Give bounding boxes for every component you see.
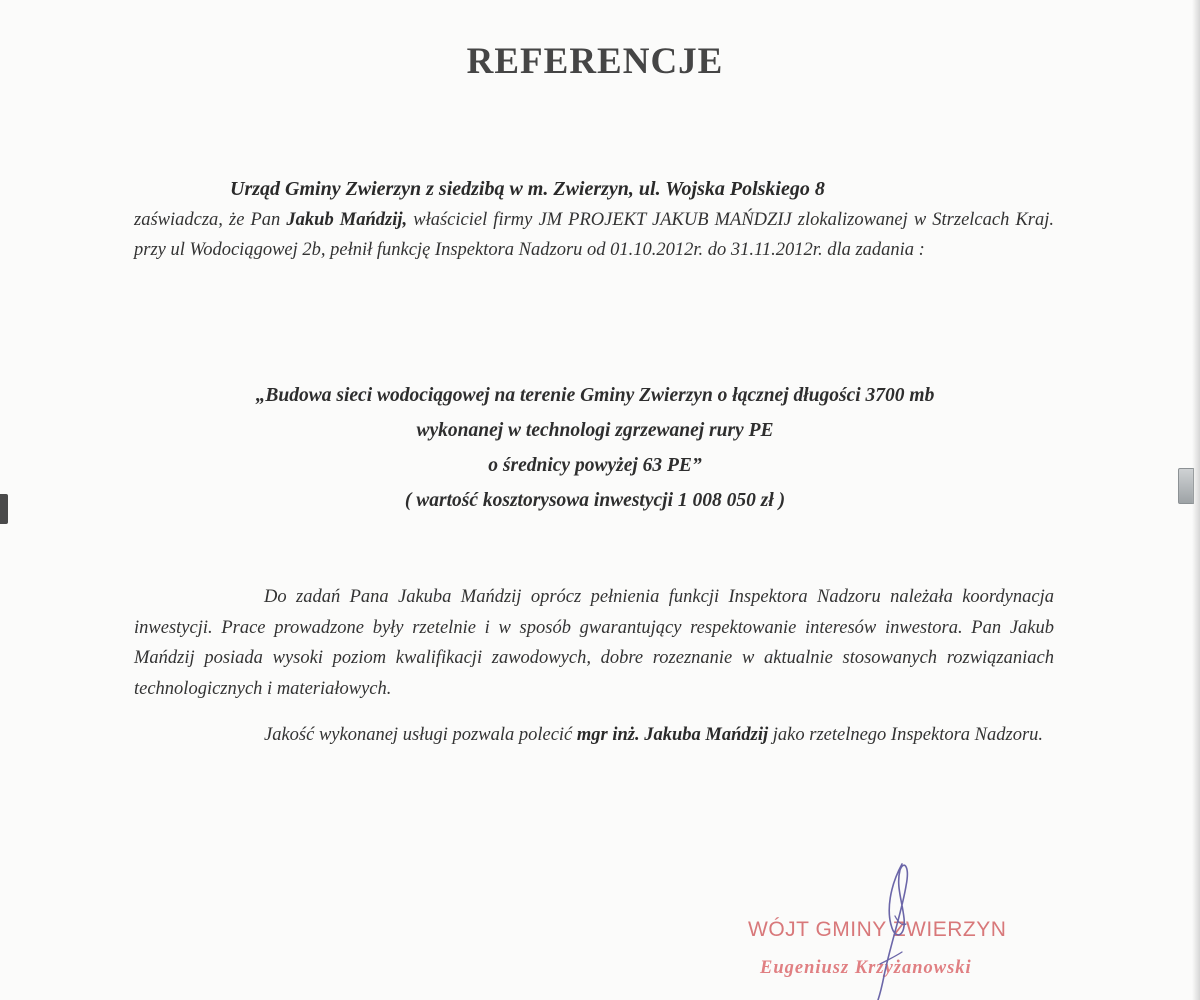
issuer-line: Urząd Gminy Zwierzyn z siedzibą w m. Zwierzyn, ul. Wojska Polskiego 8 xyxy=(230,178,825,200)
task-line-1: „Budowa sieci wodociągowej na terenie Gminy Zwierzyn o łącznej długości 3700 mb xyxy=(255,385,935,406)
stamp-office: WÓJT GMINY ZWIERZYN xyxy=(748,918,1007,941)
certifies-text: zaświadcza, że Pan xyxy=(134,209,281,230)
document-title: REFERENCJE xyxy=(466,41,724,82)
body-text xyxy=(134,582,1054,751)
stamp-name: Eugeniusz Krzyżanowski xyxy=(760,958,972,978)
person-name: Jakub Mańdzij, xyxy=(286,209,408,230)
recommended-person: mgr inż. Jakuba Mańdzij xyxy=(576,725,769,745)
task-line-3: o średnicy powyżej 63 PE” xyxy=(488,455,702,476)
intro-rest: właściciel firmy JM PROJEKT JAKUB MAŃDZIJ zlokalizowanej w Strzelcach Kraj. przy ul Wodociągowej 2b, pełnił funkcję Inspektora Nadzoru od 01.10.2012r. do 31.11.2012r. dla zadania : xyxy=(134,209,1054,260)
intro-paragraph xyxy=(134,174,1054,266)
signature xyxy=(840,856,950,1000)
task-line-4: ( wartość kosztorysowa inwestycji 1 008 050 zł ) xyxy=(404,490,786,511)
recommendation-paragraph: Jakość wykonanej usługi pozwala polecić mgr inż. Jakuba Mańdzij jako rzetelnego Inspektora Nadzoru. xyxy=(264,725,1044,745)
task-description xyxy=(0,378,1190,518)
duties-paragraph: Do zadań Pana Jakuba Mańdzij oprócz pełnienia funkcji Inspektora Nadzoru należała koordynacja inwestycji. Prace prowadzone były rzetelnie i w sposób gwarantujący respektowanie interesów inwestora. Pan Jakub Mańdzij posiada wysoki poziom kwalifikacji zawodowych, dobre rozeznanie w aktualnie stosowanych rozwiązaniach technologicznych i materiałowych. xyxy=(134,587,1054,699)
task-line-2: wykonanej w technologi zgrzewanej rury PE xyxy=(416,420,774,441)
